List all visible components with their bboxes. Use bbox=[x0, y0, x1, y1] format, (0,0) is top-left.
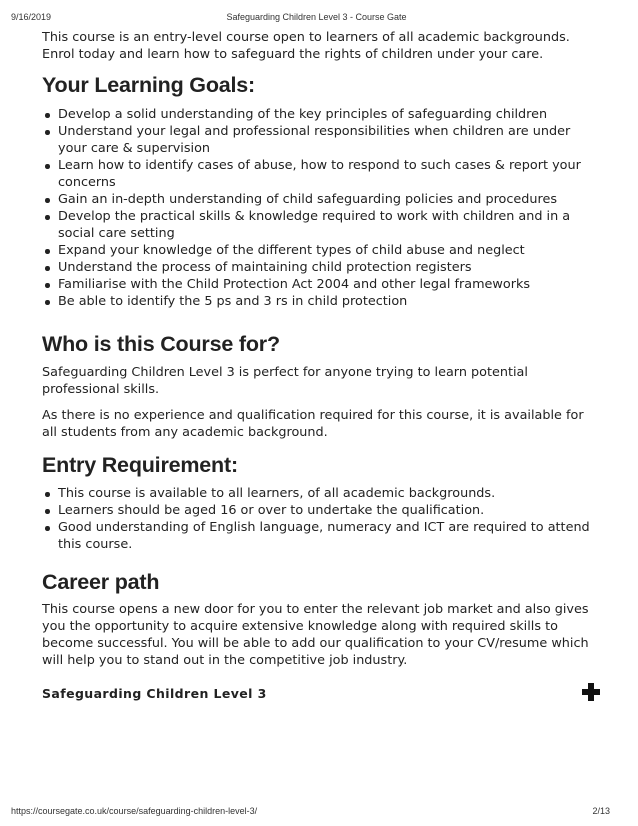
print-header bbox=[11, 12, 622, 24]
entry-requirement-list bbox=[42, 485, 602, 553]
print-url: https://coursegate.co.uk/course/safeguarding-children-level-3/ bbox=[11, 806, 258, 816]
print-page-title: Safeguarding Children Level 3 - Course Gate bbox=[226, 12, 407, 22]
list-item: Understand the process of maintaining child protection registers bbox=[42, 259, 602, 276]
list-item: Develop a solid understanding of the key principles of safeguarding children bbox=[42, 106, 602, 123]
list-item: Be able to identify the 5 ps and 3 rs in child protection bbox=[42, 293, 602, 310]
learning-goals-heading: Your Learning Goals: bbox=[42, 73, 256, 97]
intro-paragraph: This course is an entry-level course open to learners of all academic backgrounds. Enrol today and learn how to safeguard the rights of children under your care. bbox=[42, 30, 570, 62]
career-path-paragraph: This course opens a new door for you to enter the relevant job market and also gives you the opportunity to acquire extensive knowledge along with required skills to become successful. You will be able to add our qualification to your CV/resume which will help you to stand out in the competitive job industry. bbox=[42, 602, 589, 668]
list-item: Learn how to identify cases of abuse, how to respond to such cases & report your concerns bbox=[42, 157, 602, 191]
list-item: Good understanding of English language, numeracy and ICT are required to attend this course. bbox=[42, 519, 602, 553]
list-item: Familiarise with the Child Protection Act 2004 and other legal frameworks bbox=[42, 276, 602, 293]
who-for-heading: Who is this Course for? bbox=[42, 332, 280, 356]
learning-goals-list bbox=[42, 106, 602, 310]
list-item: Understand your legal and professional responsibilities when children are under your care & supervision bbox=[42, 123, 602, 157]
list-item: Expand your knowledge of the different types of child abuse and neglect bbox=[42, 242, 602, 259]
accordion-label: Safeguarding Children Level 3 bbox=[42, 686, 267, 701]
course-content bbox=[42, 29, 602, 706]
list-item: Gain an in-depth understanding of child safeguarding policies and procedures bbox=[42, 191, 602, 208]
page-number: 2/13 bbox=[592, 806, 610, 816]
plus-icon[interactable] bbox=[582, 683, 600, 701]
list-item: Learners should be aged 16 or over to undertake the qualification. bbox=[42, 502, 602, 519]
career-path-heading: Career path bbox=[42, 570, 160, 594]
print-footer bbox=[11, 806, 610, 818]
list-item: This course is available to all learners, of all academic backgrounds. bbox=[42, 485, 602, 502]
print-date: 9/16/2019 bbox=[11, 12, 52, 22]
accordion-safeguarding-children-level-3[interactable] bbox=[42, 682, 602, 706]
who-for-paragraph: Safeguarding Children Level 3 is perfect for anyone trying to learn potential professional skills. bbox=[42, 365, 528, 397]
entry-requirement-heading: Entry Requirement: bbox=[42, 453, 238, 477]
list-item: Develop the practical skills & knowledge required to work with children and in a social care setting bbox=[42, 208, 602, 242]
who-for-paragraph: As there is no experience and qualification required for this course, it is available for all students from any academic background. bbox=[42, 408, 584, 440]
